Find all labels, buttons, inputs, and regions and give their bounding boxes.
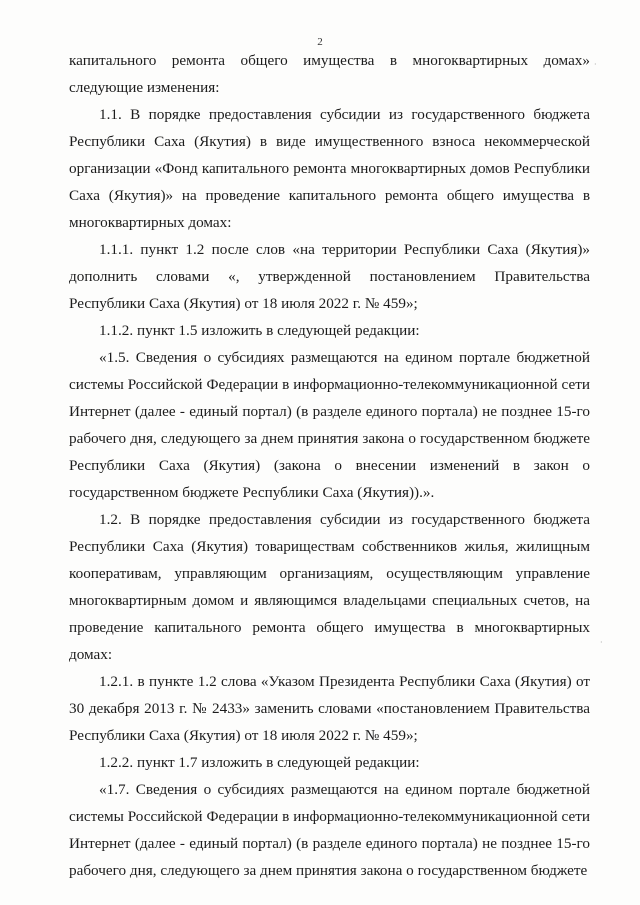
scan-speck: ·	[600, 638, 603, 647]
paragraph: «1.5. Сведения о субсидиях размещаются на едином портале бюджетной системы Российской Федерации в информационно-телекоммуникационной сети Интернет (далее - единый портал) (в разделе единого портала) не позднее 15-го рабочего дня, следующего за днем принятия закона о государственном бюджете Республики Саха (Якутия) (закона о внесении изменений в закон о государственном бюджете Республики Саха (Якутия)).».	[69, 349, 590, 501]
paragraph: 1.1.2. пункт 1.5 изложить в следующей редакции:	[99, 322, 420, 339]
paragraph: капитального ремонта общего имущества в многоквартирных домах» следующие изменения:	[69, 52, 590, 96]
page-number: 2	[317, 36, 323, 48]
paragraph: 1.2. В порядке предоставления субсидии из государственного бюджета Республики Саха (Якутия) товариществам собственников жилья, жилищным кооперативам, управляющим организациям, осуществляющим управление многоквартирным домом и являющимся владельцами специальных счетов, на проведение капитального ремонта общего имущества в многоквартирных домах:	[69, 511, 590, 663]
paragraph: 1.1. В порядке предоставления субсидии из государственного бюджета Республики Саха (Якутия) в виде имущественного взноса некоммерческой организации «Фонд капитального ремонта многоквартирных домов Республики Саха (Якутия)» на проведение капитального ремонта общего имущества в многоквартирных домах:	[69, 106, 590, 231]
paragraph: «1.7. Сведения о субсидиях размещаются на едином портале бюджетной системы Российской Федерации в информационно-телекоммуникационной сети Интернет (далее - единый портал) (в разделе единого портала) не позднее 15-го рабочего дня, следующего за днем принятия закона о государственном бюджете	[69, 781, 590, 879]
scan-speck: ·	[594, 60, 597, 69]
paragraph: 1.2.2. пункт 1.7 изложить в следующей редакции:	[99, 754, 420, 771]
paragraph: 1.1.1. пункт 1.2 после слов «на территории Республики Саха (Якутия)» дополнить словами «, утвержденной постановлением Правительства Республики Саха (Якутия) от 18 июля 2022 г. № 459»;	[69, 241, 590, 312]
paragraph: 1.2.1. в пункте 1.2 слова «Указом Президента Республики Саха (Якутия) от 30 декабря 2013 г. № 2433» заменить словами «постановлением Правительства Республики Саха (Якутия) от 18 июля 2022 г. № 459»;	[69, 673, 590, 744]
document-body	[69, 47, 590, 884]
